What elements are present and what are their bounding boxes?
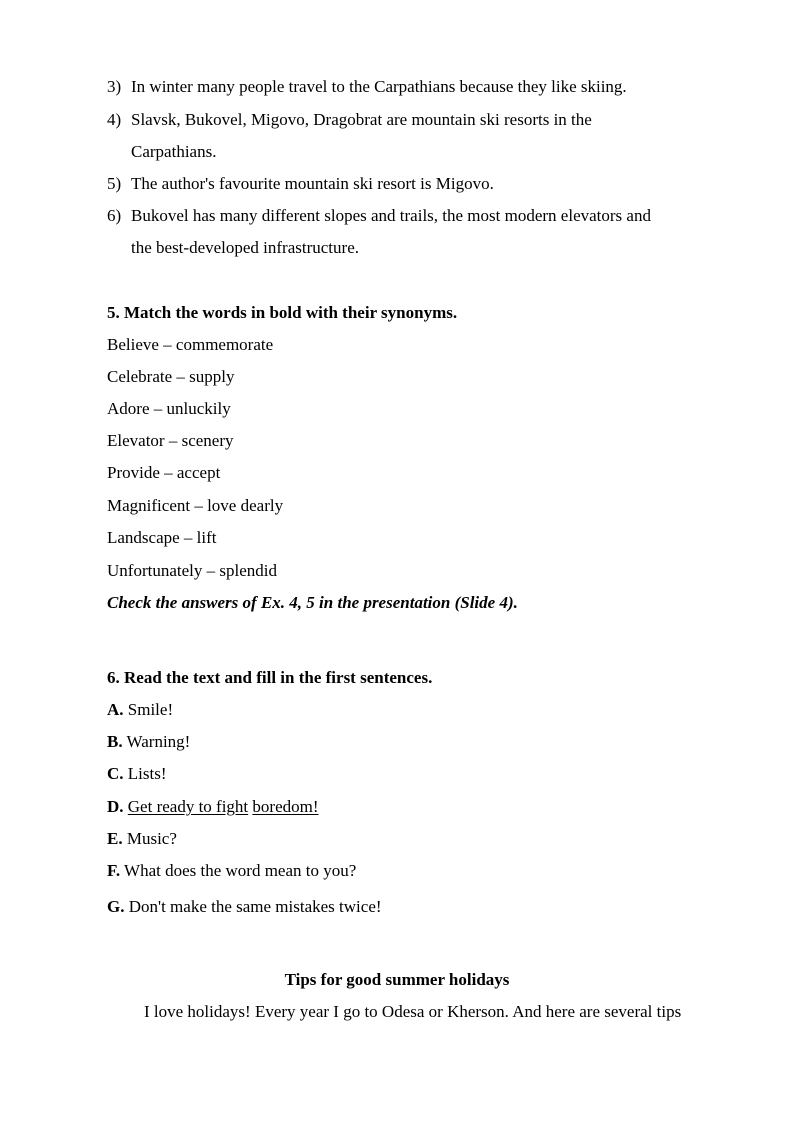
list-item-number: 3): [107, 77, 122, 96]
option-text: Lists!: [127, 764, 167, 783]
option-letter: G.: [107, 897, 125, 916]
list-item-number: 4): [107, 110, 122, 129]
synonym-pair: Elevator – scenery: [107, 431, 234, 450]
list-item-3: [107, 77, 627, 97]
option-text: Smile!: [127, 700, 174, 719]
option-b: [107, 732, 190, 752]
list-item-6-continuation: the best-developed infrastructure.: [131, 238, 359, 257]
list-item-4-continuation: Carpathians.: [131, 142, 217, 161]
option-d: [107, 797, 319, 817]
option-g: [107, 897, 382, 917]
option-text: Warning!: [126, 732, 191, 751]
list-item-text: In winter many people travel to the Carpathians because they like skiing.: [131, 77, 627, 96]
option-text: What does the word mean to you?: [124, 861, 357, 880]
synonym-pair: Landscape – lift: [107, 528, 217, 547]
option-letter: A.: [107, 700, 124, 719]
option-letter: F.: [107, 861, 121, 880]
text-title: Tips for good summer holidays: [284, 970, 510, 989]
list-item-text: Bukovel has many different slopes and trails, the most modern elevators and: [131, 206, 651, 225]
option-letter: C.: [107, 764, 124, 783]
option-letter: E.: [107, 829, 123, 848]
synonym-pair: Provide – accept: [107, 463, 221, 482]
option-f: [107, 861, 356, 881]
option-letter: B.: [107, 732, 123, 751]
option-text: Don't make the same mistakes twice!: [128, 897, 382, 916]
list-item-5: [107, 174, 494, 194]
exercise-6-heading: 6. Read the text and fill in the first sentences.: [107, 668, 433, 687]
synonym-pair: Celebrate – supply: [107, 367, 235, 386]
list-item-6: [107, 206, 651, 226]
list-item-4: [107, 110, 592, 130]
synonym-pair: Magnificent – love dearly: [107, 496, 284, 515]
synonym-pair: Believe – commemorate: [107, 335, 274, 354]
option-a: [107, 700, 173, 720]
check-answers-note: Check the answers of Ex. 4, 5 in the presentation (Slide 4).: [107, 593, 518, 612]
list-item-text: The author's favourite mountain ski resort is Migovo.: [131, 174, 494, 193]
synonym-pair: Adore – unluckily: [107, 399, 231, 418]
option-letter: D.: [107, 797, 124, 816]
option-text: Music?: [126, 829, 177, 848]
option-text-underlined: Get ready to fight: [127, 797, 249, 816]
option-e: [107, 829, 177, 849]
text-first-line: I love holidays! Every year I go to Odesa or Kherson. And here are several tips: [144, 1002, 682, 1021]
exercise-5-heading: 5. Match the words in bold with their synonyms.: [107, 303, 458, 322]
list-item-number: 5): [107, 174, 122, 193]
synonym-pair: Unfortunately – splendid: [107, 561, 277, 580]
list-item-text: Slavsk, Bukovel, Migovo, Dragobrat are mountain ski resorts in the: [131, 110, 592, 129]
option-text-underlined: boredom!: [252, 797, 319, 816]
list-item-number: 6): [107, 206, 122, 225]
option-c: [107, 764, 167, 784]
